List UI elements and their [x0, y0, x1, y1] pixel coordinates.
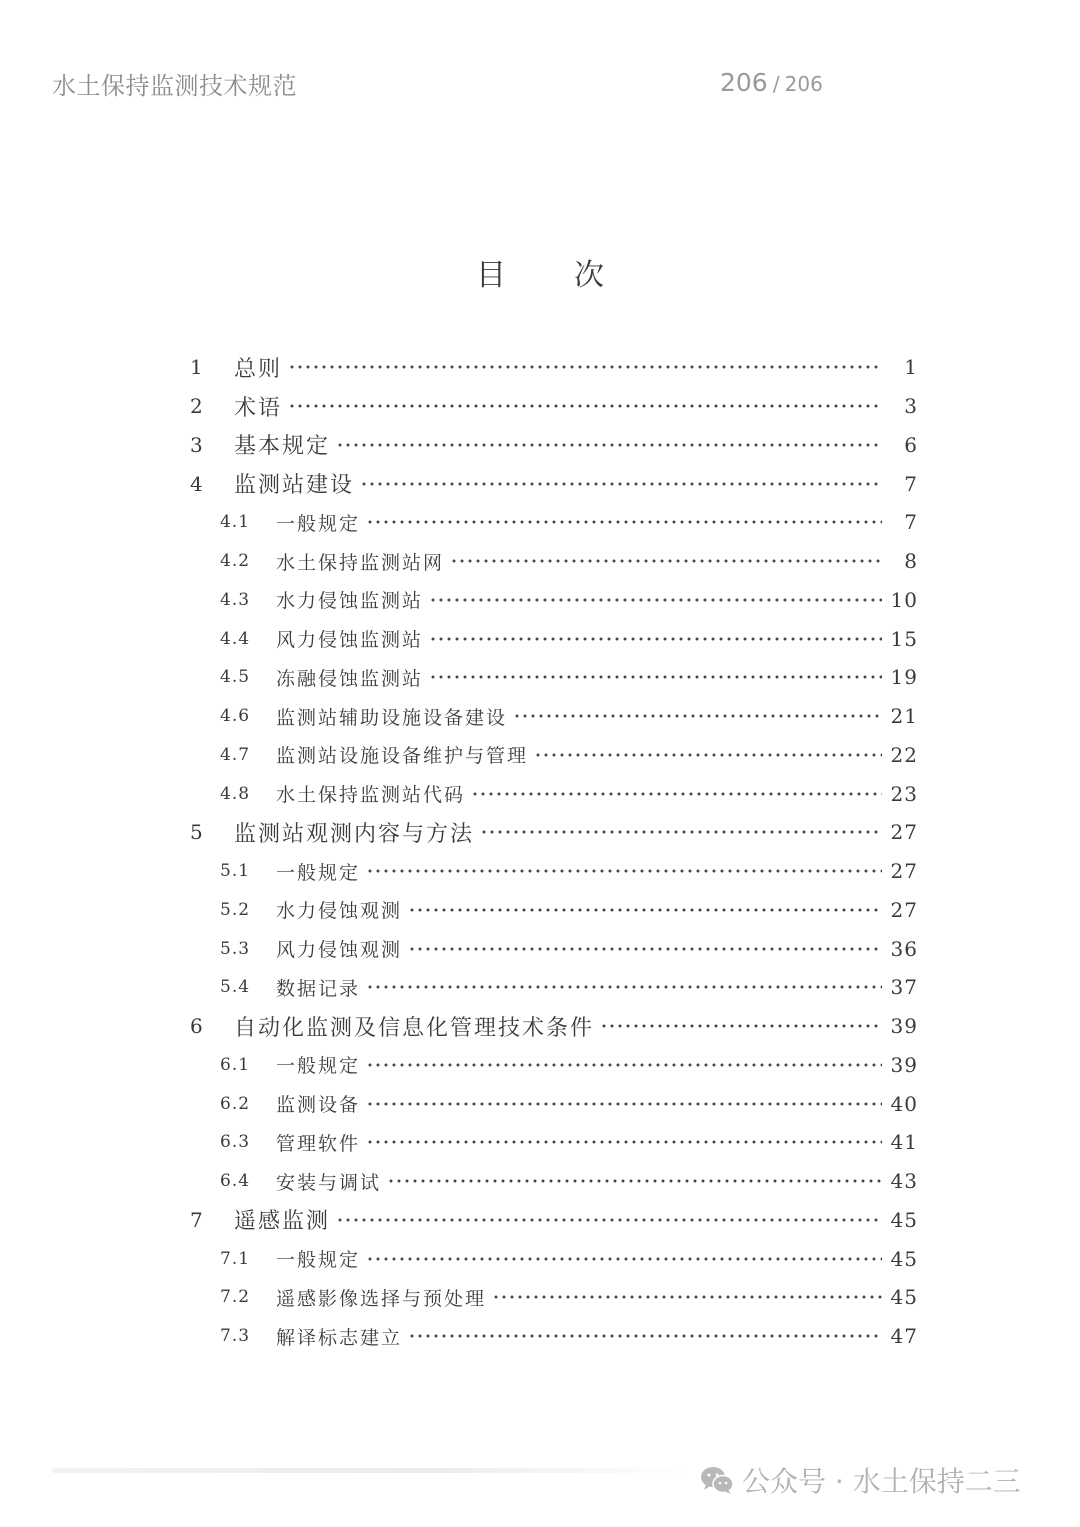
toc-dot-leader	[366, 869, 882, 873]
toc-entry-title: 遥感影像选择与预处理	[276, 1287, 487, 1310]
toc-chapter-entry[interactable]	[190, 426, 918, 465]
toc-entry-number: 1	[190, 355, 204, 380]
toc-dot-leader	[366, 520, 882, 524]
toc-dot-leader	[480, 830, 882, 834]
toc-entry-title: 基本规定	[234, 434, 331, 460]
toc-entry-title: 监测站建设	[234, 473, 355, 499]
toc-chapter-entry[interactable]	[190, 464, 918, 503]
toc-chapter-entry[interactable]	[190, 1007, 918, 1046]
toc-entry-page: 43	[890, 1169, 918, 1194]
toc-entry-title: 解译标志建立	[276, 1326, 403, 1349]
toc-entry-title: 水力侵蚀观测	[276, 900, 403, 923]
toc-heading	[0, 250, 1080, 294]
toc-dot-leader	[492, 1295, 882, 1299]
toc-dot-leader	[471, 792, 882, 796]
toc-entry-page: 37	[890, 975, 918, 1000]
toc-entry-number: 7.2	[220, 1287, 251, 1308]
toc-section-entry[interactable]	[190, 1123, 918, 1162]
toc-entry-number: 5	[190, 820, 204, 845]
toc-entry-page: 27	[890, 820, 918, 845]
toc-section-entry[interactable]	[190, 1317, 918, 1356]
toc-dot-leader	[366, 1257, 882, 1261]
toc-entry-title: 一般规定	[276, 512, 361, 535]
toc-entry-title: 风力侵蚀监测站	[276, 629, 424, 652]
toc-entry-title: 冻融侵蚀监测站	[276, 667, 424, 690]
toc-entry-number: 4	[190, 471, 204, 496]
toc-chapter-entry[interactable]	[190, 1201, 918, 1240]
toc-entry-title: 遥感监测	[234, 1209, 331, 1235]
toc-dot-leader	[288, 404, 882, 408]
toc-entry-page: 39	[890, 1052, 918, 1077]
toc-section-entry[interactable]	[190, 619, 918, 658]
toc-entry-title: 管理软件	[276, 1132, 361, 1155]
toc-entry-title: 监测站观测内容与方法	[234, 821, 475, 847]
toc-entry-number: 5.1	[220, 861, 251, 882]
toc-entry-title: 水土保持监测站网	[276, 551, 445, 574]
toc-section-entry[interactable]	[190, 1278, 918, 1317]
toc-entry-page: 27	[890, 897, 918, 922]
toc-entry-title: 自动化监测及信息化管理技术条件	[234, 1015, 595, 1041]
footer-divider	[52, 1468, 692, 1473]
toc-entry-number: 4.8	[220, 783, 251, 804]
toc-section-entry[interactable]	[190, 891, 918, 930]
toc-entry-number: 5.3	[220, 938, 251, 959]
toc-dot-leader	[366, 1063, 882, 1067]
toc-dot-leader	[366, 1140, 882, 1144]
toc-entry-number: 6.3	[220, 1132, 251, 1153]
toc-entry-title: 监测设备	[276, 1094, 361, 1117]
toc-entry-page: 15	[890, 626, 918, 651]
toc-section-entry[interactable]	[190, 774, 918, 813]
toc-entry-title: 安装与调试	[276, 1171, 382, 1194]
toc-entry-number: 4.4	[220, 628, 251, 649]
toc-dot-leader	[366, 1102, 882, 1106]
table-of-contents	[190, 348, 918, 1356]
toc-entry-number: 6.4	[220, 1171, 251, 1192]
toc-entry-page: 45	[890, 1285, 918, 1310]
toc-entry-number: 3	[190, 432, 204, 457]
toc-dot-leader	[429, 675, 882, 679]
toc-section-entry[interactable]	[190, 542, 918, 581]
toc-entry-page: 19	[890, 665, 918, 690]
toc-chapter-entry[interactable]	[190, 348, 918, 387]
toc-entry-page: 10	[890, 587, 918, 612]
toc-dot-leader	[429, 637, 882, 641]
toc-dot-leader	[408, 908, 882, 912]
toc-entry-title: 数据记录	[276, 977, 361, 1000]
toc-dot-leader	[366, 985, 882, 989]
toc-entry-number: 4.2	[220, 551, 251, 572]
toc-entry-page: 7	[904, 510, 918, 535]
toc-section-entry[interactable]	[190, 1162, 918, 1201]
toc-entry-number: 4.1	[220, 512, 251, 533]
toc-entry-page: 7	[904, 471, 918, 496]
toc-heading-char: 目	[476, 258, 506, 293]
toc-dot-leader	[387, 1179, 882, 1183]
toc-dot-leader	[429, 598, 882, 602]
toc-entry-title: 一般规定	[276, 1249, 361, 1272]
toc-entry-page: 39	[890, 1014, 918, 1039]
toc-dot-leader	[336, 443, 882, 447]
toc-entry-number: 7.1	[220, 1248, 251, 1269]
toc-entry-number: 4.6	[220, 706, 251, 727]
toc-dot-leader	[408, 1334, 882, 1338]
toc-section-entry[interactable]	[190, 852, 918, 891]
toc-entry-title: 监测站辅助设施设备建设	[276, 706, 508, 729]
toc-entry-page: 8	[904, 549, 918, 574]
toc-entry-page: 40	[890, 1091, 918, 1116]
toc-section-entry[interactable]	[190, 929, 918, 968]
toc-entry-title: 监测站设施设备维护与管理	[276, 745, 529, 768]
toc-dot-leader	[513, 714, 882, 718]
page-separator: /	[772, 72, 780, 96]
toc-entry-page: 45	[890, 1207, 918, 1232]
toc-dot-leader	[336, 1218, 882, 1222]
toc-chapter-entry[interactable]	[190, 813, 918, 852]
toc-entry-page: 47	[890, 1324, 918, 1349]
toc-entry-page: 27	[890, 859, 918, 884]
page-indicator	[720, 68, 823, 97]
toc-section-entry[interactable]	[190, 1084, 918, 1123]
toc-section-entry[interactable]	[190, 581, 918, 620]
toc-section-entry[interactable]	[190, 1239, 918, 1278]
toc-dot-leader	[450, 559, 882, 563]
toc-entry-title: 一般规定	[276, 1055, 361, 1078]
watermark-text: 公众号 · 水土保持二三	[742, 1465, 1021, 1498]
toc-entry-title: 总则	[234, 356, 283, 382]
toc-section-entry[interactable]	[190, 658, 918, 697]
toc-entry-title: 术语	[234, 395, 283, 421]
toc-entry-number: 4.3	[220, 589, 251, 610]
toc-heading-char: 次	[574, 258, 604, 293]
toc-section-entry[interactable]	[190, 503, 918, 542]
wechat-icon	[700, 1465, 734, 1495]
toc-entry-number: 7	[190, 1207, 204, 1232]
toc-entry-page: 22	[890, 742, 918, 767]
toc-entry-title: 一般规定	[276, 861, 361, 884]
current-page-number: 206	[720, 68, 768, 97]
toc-entry-page: 45	[890, 1246, 918, 1271]
toc-entry-number: 6.1	[220, 1054, 251, 1075]
toc-entry-page: 36	[890, 936, 918, 961]
toc-entry-number: 2	[190, 394, 204, 419]
total-page-count: 206	[784, 72, 823, 96]
toc-entry-title: 水力侵蚀监测站	[276, 590, 424, 613]
toc-section-entry[interactable]	[190, 1046, 918, 1085]
toc-dot-leader	[360, 482, 882, 486]
toc-dot-leader	[288, 365, 882, 369]
toc-entry-number: 5.4	[220, 977, 251, 998]
toc-entry-number: 4.5	[220, 667, 251, 688]
toc-section-entry[interactable]	[190, 968, 918, 1007]
toc-entry-number: 6	[190, 1014, 204, 1039]
toc-entry-title: 水土保持监测站代码	[276, 784, 466, 807]
toc-entry-title: 风力侵蚀观测	[276, 939, 403, 962]
watermark	[700, 1460, 1021, 1500]
toc-chapter-entry[interactable]	[190, 387, 918, 426]
toc-entry-page: 6	[904, 432, 918, 457]
toc-entry-page: 3	[904, 394, 918, 419]
toc-entry-number: 6.2	[220, 1093, 251, 1114]
toc-dot-leader	[408, 947, 882, 951]
toc-entry-number: 4.7	[220, 744, 251, 765]
toc-entry-page: 23	[890, 781, 918, 806]
toc-entry-page: 41	[890, 1130, 918, 1155]
toc-entry-number: 7.3	[220, 1326, 251, 1347]
toc-section-entry[interactable]	[190, 736, 918, 775]
toc-entry-number: 5.2	[220, 899, 251, 920]
toc-entry-page: 21	[890, 704, 918, 729]
toc-dot-leader	[534, 753, 882, 757]
document-title: 水土保持监测技术规范	[52, 72, 297, 100]
toc-dot-leader	[600, 1024, 882, 1028]
toc-entry-page: 1	[904, 355, 918, 380]
toc-section-entry[interactable]	[190, 697, 918, 736]
